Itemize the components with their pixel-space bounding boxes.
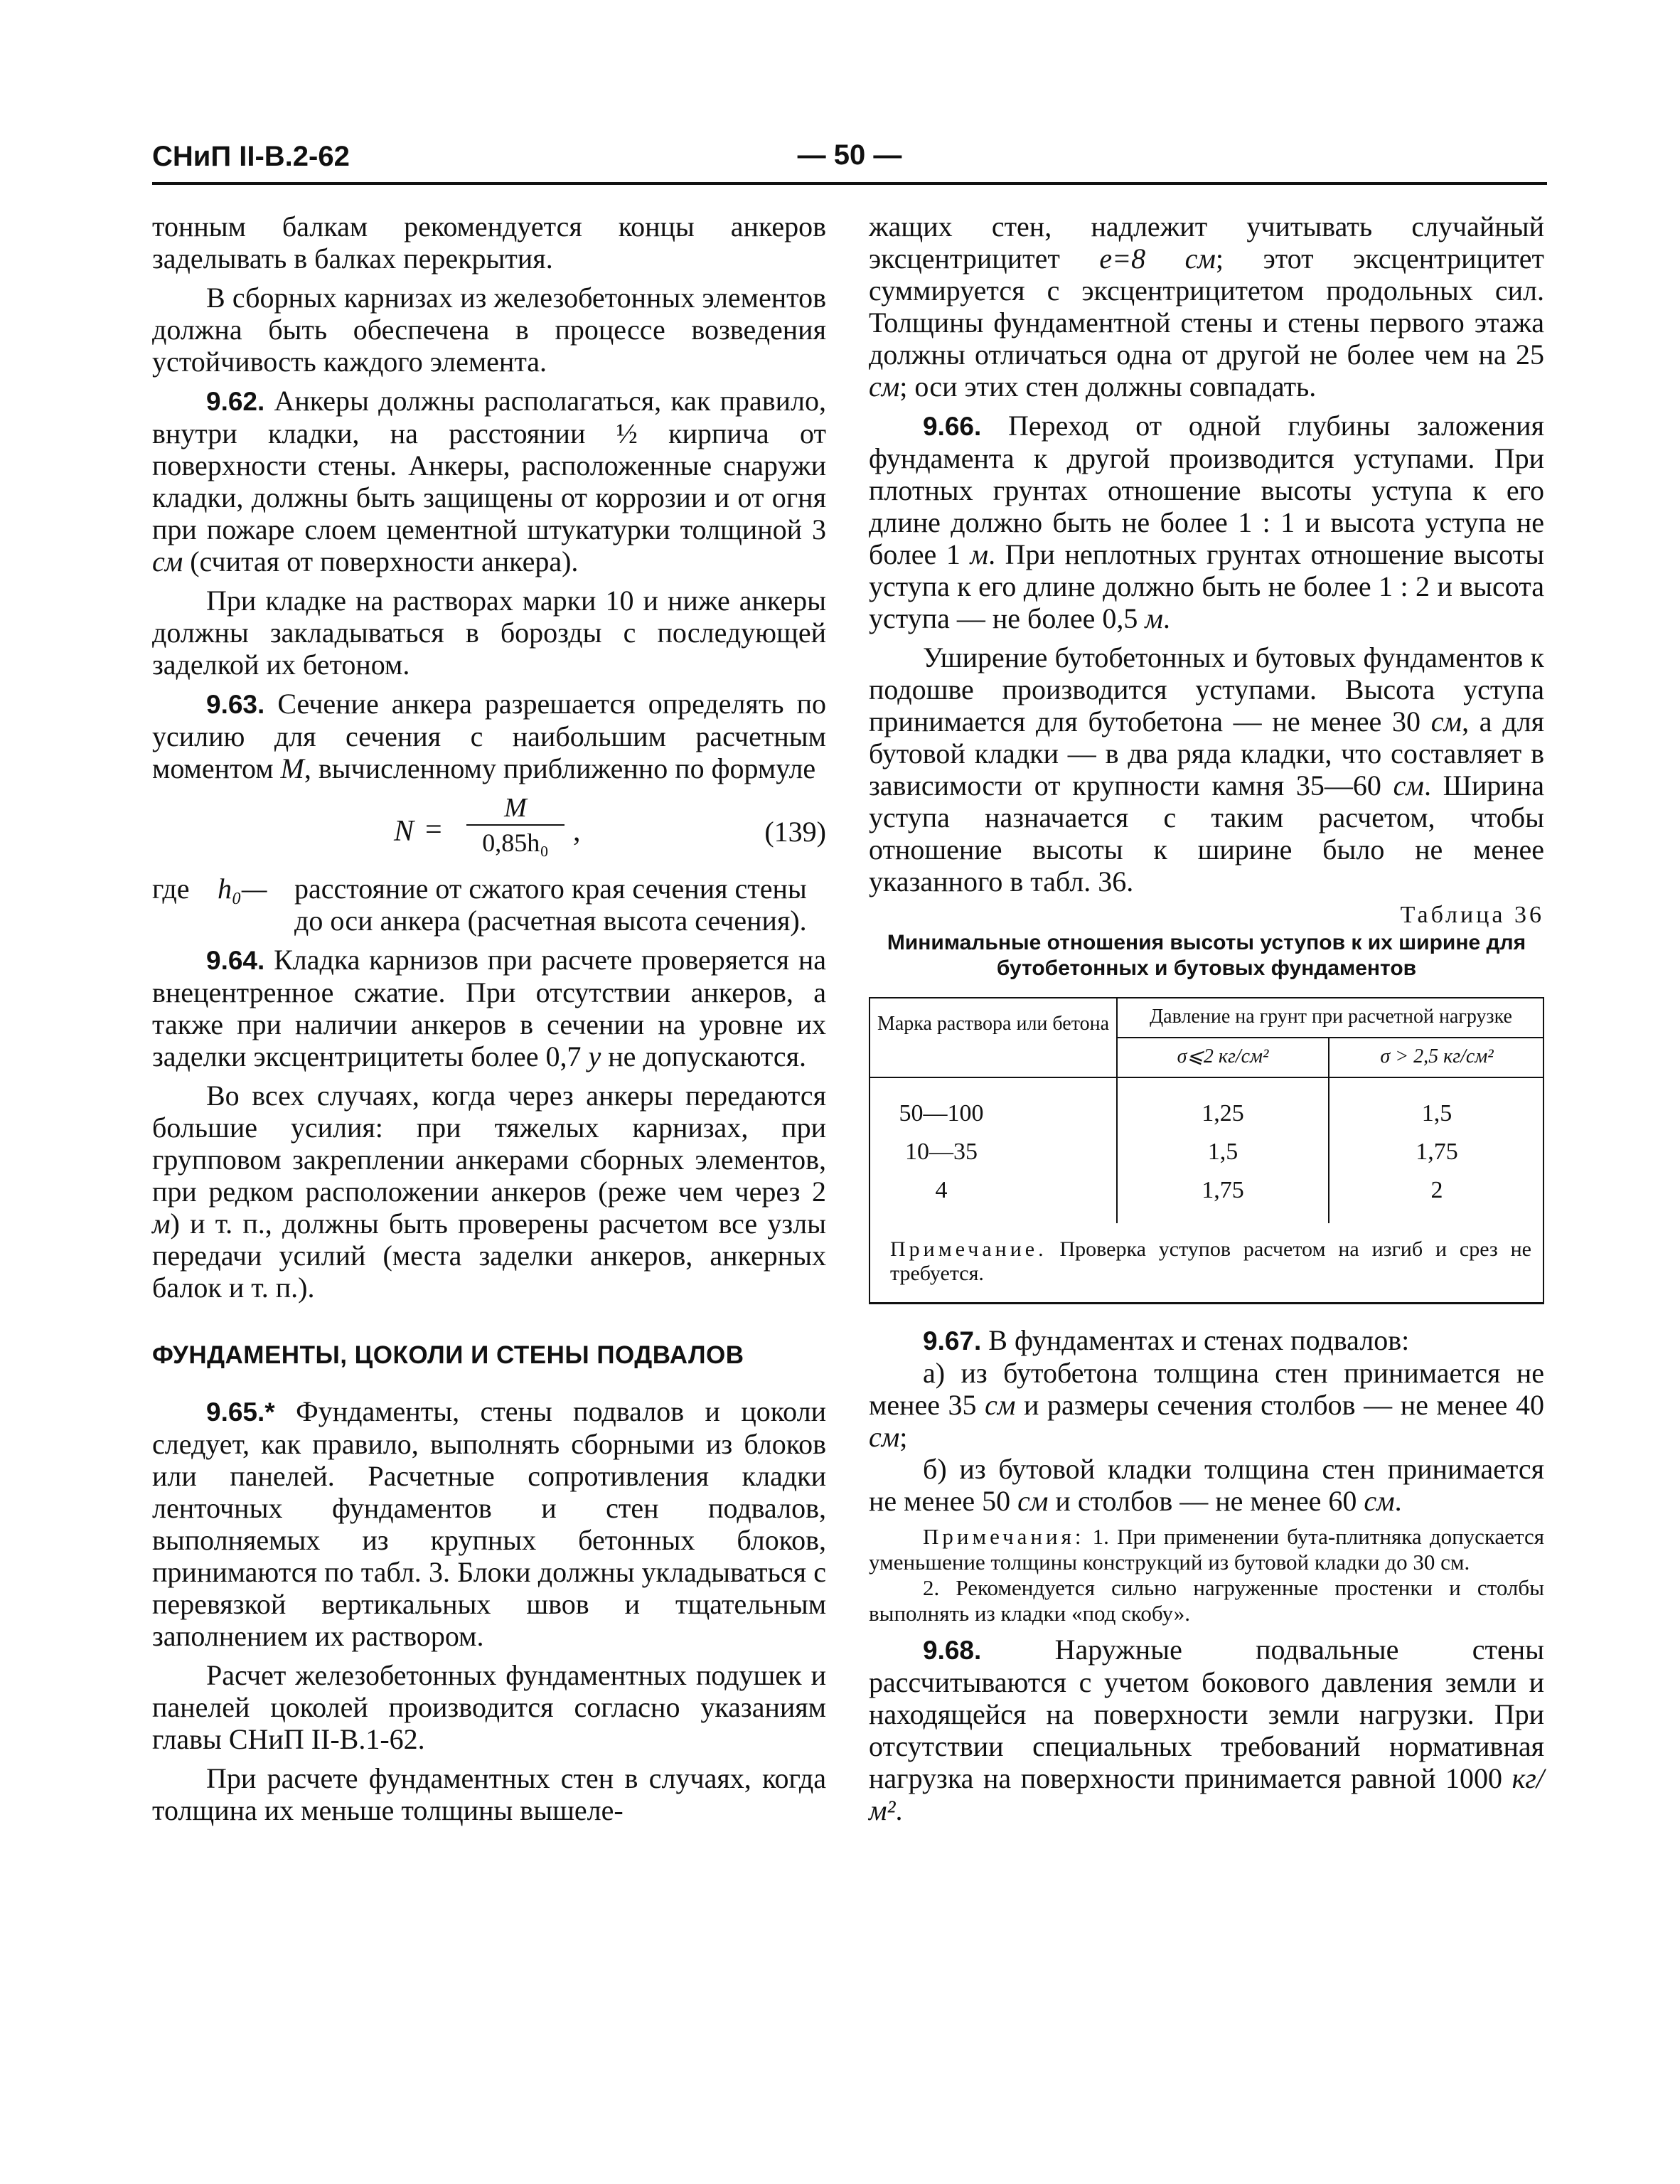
table-divider <box>870 1077 1543 1078</box>
table-36 <box>869 997 1544 1304</box>
table-cell: 2 <box>1430 1177 1443 1203</box>
unit: см <box>1017 1485 1049 1517</box>
right-column <box>869 211 1544 1826</box>
list-text: б) из бутовой кладки толщина стен принимается не менее 50 <box>869 1453 1544 1517</box>
notes: 2. Рекомендуется сильно нагруженные простенки и столбы выполнять из кладки «под скобу». <box>869 1575 1544 1626</box>
clause-text: . При неплотных грунтах отношение высоты уступа к его длине должно быть не более 1 : 2 и высота уступа — не более 0,5 <box>869 538 1545 634</box>
clause-number: 9.62. <box>206 387 265 416</box>
clause-9-64 <box>152 944 826 1072</box>
table-header-col3: σ > 2,5 кг/см² <box>1380 1045 1494 1067</box>
paragraph: тонным балкам рекомендуется концы анкеров заделывать в балках перекрытия. <box>152 211 826 275</box>
paragraph-text: . Ширина уступа назначается с таким расчетом, чтобы отношение высоты к ширине было не менее указанного в табл. 36. <box>869 769 1544 897</box>
paragraph-text: ; этот эксцентрицитет суммируется с эксцентрицитетом продольных сил. Толщины фундаментной стены и стены первого этажа должны отличаться одна от другой не более чем на 25 <box>869 243 1544 371</box>
list-text: . <box>1394 1485 1402 1517</box>
notes <box>869 1524 1544 1575</box>
clause-number: 9.66. <box>923 412 982 441</box>
document-code: СНиП II-В.2-62 <box>152 141 350 172</box>
note-label: Примечание. <box>890 1237 1047 1261</box>
table-divider <box>1116 1037 1543 1038</box>
table-cell-grade: 50—100 <box>899 1100 984 1126</box>
clause-text: . <box>895 1794 903 1826</box>
unit: м <box>970 538 989 570</box>
clause-text: , вычисленному приближенно по формуле <box>304 752 816 784</box>
table-cell: 1,75 <box>1416 1139 1458 1165</box>
notes-label: Примечания: <box>923 1524 1085 1549</box>
table-note <box>890 1237 1531 1286</box>
formula-lhs: N <box>394 815 414 848</box>
paragraph-text: Во всех случаях, когда через анкеры передаются большие усилия: при тяжелых карнизах, при групповом закреплении анкерами сборных элементов, при редком расположении анкеров (реже чем через 2 <box>152 1080 826 1208</box>
clause-number: 9.64. <box>206 946 265 975</box>
table-cell-grade: 10—35 <box>905 1139 978 1165</box>
clause-9-63 <box>152 688 826 784</box>
paragraph-text: ; оси этих стен должны совпадать. <box>899 371 1317 403</box>
unit: м <box>152 1208 171 1240</box>
table-cell: 1,5 <box>1421 1100 1452 1126</box>
clause-9-68 <box>869 1634 1544 1826</box>
clause-text: Фундаменты, стены подвалов и цоколи следует, как правило, выполнять сборными из блоков или панелей. Расчетные сопротивления кладки ленточных фундаментов и стен подвалов, выполняемых из крупных бетонных блоков, принимаются по табл. 3. Блоки должны укладываться с перевязкой вертикальных швов и тщательным заполнением их раствором. <box>152 1395 826 1652</box>
table-divider <box>1328 1038 1329 1223</box>
clause-text: (считая от поверхности анкера). <box>183 545 579 577</box>
symbol: y <box>588 1040 601 1072</box>
formula-legend <box>152 873 826 937</box>
where-symbol: h₀— <box>218 873 267 905</box>
paragraph: В сборных карнизах из железобетонных элементов должна быть обеспечена в процессе возведения устойчивость каждого элемента. <box>152 282 826 378</box>
clause-text: В фундаментах и стенах подвалов: <box>981 1324 1410 1356</box>
note-text: Проверка уступов расчетом на изгиб и срез не требуется. <box>890 1237 1531 1285</box>
clause-9-62 <box>152 385 826 577</box>
page-number: — 50 — <box>797 139 902 171</box>
clause-text: Кладка карнизов при расчете проверяется на внецентренное сжатие. При отсутствии анкеров, а также при наличии анкеров в сечении на уровне их заделки эксцентрицитеты более 0,7 <box>152 944 826 1072</box>
unit: см <box>869 1421 900 1453</box>
paragraph <box>869 641 1544 897</box>
table-header-col2: σ⩽2 кг/см² <box>1177 1045 1269 1067</box>
paragraph-text: , а для бутовой кладки — в два ряда кладки, что составляет в зависимости от крупности камня 35—60 <box>869 705 1544 801</box>
note-text: 1. При применении бута-плитняка допускается уменьшение толщины конструкций из бутовой кладки до 30 см. <box>869 1524 1544 1575</box>
unit: см <box>1393 769 1424 801</box>
unit: см <box>985 1389 1016 1421</box>
list-text: и столбов — не менее 60 <box>1048 1485 1364 1517</box>
unit: см <box>869 371 900 403</box>
page-header <box>152 139 1547 185</box>
clause-text: Переход от одной глубины заложения фундамента к другой производится уступами. При плотных грунтах отношение высоты уступа к его длине должно быть не более 1 : 1 и высота уступа не более 1 <box>869 410 1544 570</box>
formula-comma: , <box>573 815 581 848</box>
formula-numerator: M <box>504 793 527 823</box>
table-cell: 1,75 <box>1202 1177 1244 1203</box>
formula-number: (139) <box>764 816 826 848</box>
paragraph <box>869 211 1544 403</box>
clause-text: . <box>1162 602 1170 634</box>
list-text: ; <box>899 1421 908 1453</box>
clause-text: Анкеры должны располагаться, как правило, внутри кладки, на расстоянии <box>152 385 826 449</box>
paragraph <box>152 1080 826 1304</box>
table-cell-grade: 4 <box>935 1177 948 1203</box>
paragraph-text: жащих стен, надлежит учитывать случайный эксцентрицитет <box>869 211 1544 275</box>
symbol: M <box>280 752 304 784</box>
clause-text: Наружные подвальные стены рассчитываются с учетом бокового давления земли и находящейся на поверхности земли нагрузки. При отсутствии специальных требований нормативная нагрузка на поверхности принимается равной 1000 <box>869 1634 1544 1794</box>
list-item <box>869 1357 1544 1453</box>
formula-inline: e=8 см <box>1099 243 1216 275</box>
unit: см <box>1430 705 1462 737</box>
fraction: ½ <box>616 417 638 449</box>
list-text: а) из бутобетона толщина стен принимается не менее 35 <box>869 1357 1544 1421</box>
table-cell: 1,25 <box>1202 1100 1244 1126</box>
paragraph: Расчет железобетонных фундаментных подушек и панелей цоколей производится согласно указаниям главы СНиП II-В.1-62. <box>152 1659 826 1755</box>
table-header-grade: Марка раствора или бетона <box>877 1013 1109 1035</box>
left-column <box>152 211 826 1826</box>
clause-number: 9.67. <box>923 1326 982 1355</box>
unit: см <box>152 545 183 577</box>
clause-text: не допускаются. <box>601 1040 806 1072</box>
clause-text: Сечение анкера разрешается определять по усилию для сечения с наибольшим расчетным моментом <box>152 688 826 784</box>
section-heading: ФУНДАМЕНТЫ, ЦОКОЛИ И СТЕНЫ ПОДВАЛОВ <box>152 1341 744 1369</box>
where-text: расстояние от сжатого края сечения стены до оси анкера (расчетная высота сечения). <box>294 873 807 937</box>
table-header-pressure: Давление на грунт при расчетной нагрузке <box>1150 1006 1512 1028</box>
formula-139 <box>152 792 826 870</box>
formula-equals: = <box>425 814 442 846</box>
clause-9-67 <box>869 1324 1544 1357</box>
unit: см <box>1364 1485 1395 1517</box>
table-divider <box>1116 998 1118 1223</box>
formula-fraction <box>462 792 569 860</box>
clause-9-65 <box>152 1395 826 1652</box>
table-cell: 1,5 <box>1207 1139 1238 1165</box>
formula-denominator: 0,85h₀ <box>482 829 549 857</box>
clause-text: кирпича от поверхности стены. Анкеры, расположенные снаружи кладки, должны быть защищены от коррозии и от огня при пожаре слоем цементной штукатурки толщиной 3 <box>152 417 826 545</box>
clause-9-66 <box>869 410 1544 634</box>
list-item <box>869 1453 1544 1517</box>
clause-number: 9.63. <box>206 690 265 719</box>
unit: кг/м² <box>869 1762 1544 1826</box>
clause-number: 9.68. <box>923 1636 982 1665</box>
paragraph: При кладке на растворах марки 10 и ниже анкеры должны закладываться в борозды с последующей заделкой их бетоном. <box>152 585 826 681</box>
table-label: Таблица 36 <box>1400 902 1544 928</box>
paragraph-text: Уширение бутобетонных и бутовых фундаментов к подошве производится уступами. Высота уступа принимается для бутобетона — не менее 30 <box>869 641 1544 737</box>
where-keyword: где <box>152 873 190 905</box>
clause-number: 9.65.* <box>206 1397 275 1427</box>
table-title: Минимальные отношения высоты уступов к их ширине для бутобетонных и бутовых фундаментов <box>887 931 1526 980</box>
paragraph-text: ) и т. п., должны быть проверены расчетом все узлы передачи усилий (места заделки анкеров, анкерных балок и т. п.). <box>152 1208 826 1304</box>
paragraph: При расчете фундаментных стен в случаях, когда толщина их меньше толщины вышеле- <box>152 1762 826 1826</box>
list-text: и размеры сечения столбов — не менее 40 <box>1015 1389 1544 1421</box>
unit: м <box>1145 602 1163 634</box>
